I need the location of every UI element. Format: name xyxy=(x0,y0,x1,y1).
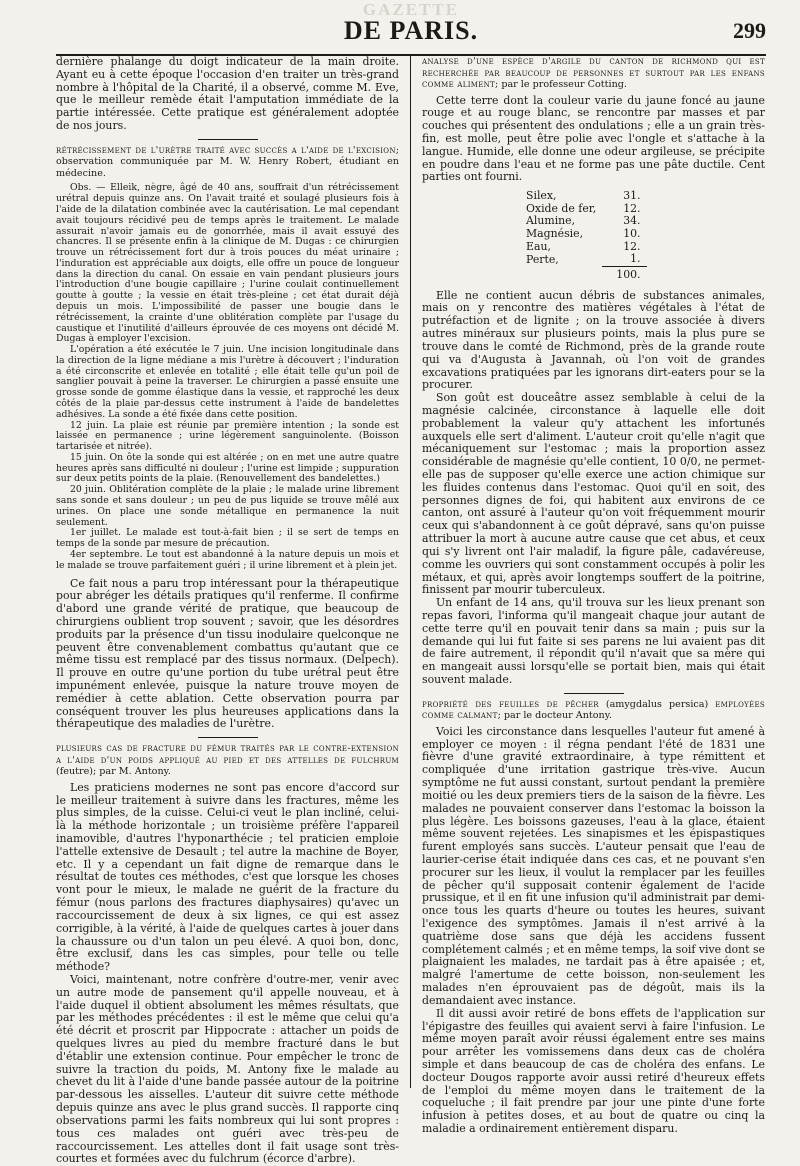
analysis-table xyxy=(526,190,647,281)
argile-paragraph-1: Cette terre dont la couleur varie du jaune foncé au jaune rouge et au rouge blanc, se rencontre par masses et par couches qui présentent des ondulations ; elle a un grain très-fin, est molle, peut être polie avec l'ongle et s'attache à la langue. Humide, elle donne une odeur argileuse, se précipite en poudre dans l'eau et ne forme pas une pâte ductile. Cent parties ont fourni. xyxy=(422,93,765,184)
uretre-day-15: 15 juin. On ôte la sonde qui est altérée ; on en met une autre quatre heures après sans difficulté ni douleur ; l'urine est limpide ; suppuration sur deux petits points de la plaie. (Renouvellement des bandelettes.) xyxy=(56,451,399,485)
femur-paragraph-1: Les praticiens modernes ne sont pas encore d'accord sur le meilleur traitement à suivre dans les fractures, même les plus simples, de la cuisse. Celui-ci veut le plan incliné, celui-là la méthode horizontale ; un troisième préfère l'appareil inamovible, d'autres l'hyponarthécie ; tel praticien emploie l'attelle extensive de Desault ; tel autre la machine de Boyer, etc. Il y a cependant un fait digne de remarque dans le résultat de toutes ces méthodes, c'est que lorsque les choses vont pour le mieux, le malade ne guérit de la fracture du fémur (nous parlons des fractures diaphysaires) qu'avec un raccourcissement de deux à six lignes, ce qui est assez corrigible, à la vérité, à l'aide de quelques cartes à jouer dans la chaussure ou d'un talon un peu élevé. A quoi bon, donc, être exclusif, dans les cas simples, pour telle ou telle méthode? xyxy=(56,780,399,974)
pecher-paragraph-1: Voici les circonstance dans lesquelles l'auteur fut amené à employer ce moyen : il régna pendant l'été de 1831 une fièvre d'une gravité extraordinaire, à type rémittent et compliquée d'une irritation gastrique très-vive. Aucun symptôme ne fut aussi constant, surtout pendant la première moitié ou les deux premiers tiers de la saison de la fièvre. Les malades ne pouvaient conserver dans l'estomac la boisson la plus légère. Les boissons gazeuses, l'eau à la glace, étaient même souvent rejetées. Les sinapismes et les épispastiques furent employés sans succès. L'auteur pensait que l'eau de laurier-cerise était indiquée dans ces cas, et ne pouvant s'en procurer sur les lieux, il voulut la remplacer par les feuilles de pêcher qu'il supposait contenir également de l'acide prussique, et il en fit une infusion qu'il administrait par demi-once tous les quarts d'heure ou toutes les heures, suivant l'exigence des symptômes. Jamais il n'est arrivé à la quatrième dose sans que déjà les accidens fussent complétement calmés ; et en même temps, la soif vive dont se plaignaient les malades, ne tardait pas à être apaisée ; et, malgré l'amertume de cette boisson, non-seulement les malades n'en éprouvaient pas de dégoût, mais ils la demandaient avec instance. xyxy=(422,724,765,1007)
analysis-label: Perte, xyxy=(526,252,559,266)
femur-heading-tail: (feutre); par M. Antony. xyxy=(56,766,171,778)
analysis-label: Magnésie, xyxy=(526,227,584,241)
analysis-total: 100. xyxy=(602,267,646,282)
femur-paragraph-2: Voici, maintenant, notre confrère d'outre-mer, venir avec un autre mode de pansement qu'il appelle nouveau, et à l'aide duquel il obtient absolument les mêmes résultats, que par les méthodes précédentes : il est le même que celui qu'a été décrit et proscrit par Hippocrate : attacher un poids de quelques livres au pied du membre fracturé dans le but d'établir une extension continue. Pour empêcher le tronc de suivre la traction du poids, M. Antony fixe le malade au chevet du lit à l'aide d'une bande passée autour de la poitrine par-dessous les aisselles. L'auteur dit suivre cette méthode depuis quinze ans avec le plus grand succès. Il rapporte cinq observations parmi les faits nombreux qui lui sont propres : tous ces malades ont guéri avec très-peu de raccourcissement. Les attelles dont il fait usage sont très-courtes et formées avec du fulchrum (écorce d'arbre). xyxy=(56,972,399,1166)
pecher-paragraph-2: Il dit aussi avoir retiré de bons effets de l'application sur l'épigastre des feuilles qui avaient servi à faire l'infusion. Le même moyen paraît avoir réussi également entre ses mains pour arrêter les vomissemens dans deux cas de choléra simple et dans beaucoup de cas de choléra des enfans. Le docteur Dougos rapporte avoir aussi retiré d'heureux effets de l'emploi du même moyen dans le traitement de la coqueluche ; il fait prendre par jour une pinte d'une forte infusion à petites doses, et au bout de quatre ou cinq la maladie a ordinairement entièrement disparu. xyxy=(422,1006,765,1136)
analysis-label: Eau, xyxy=(526,239,551,253)
analysis-value: 10. xyxy=(623,227,641,241)
right-column xyxy=(422,56,765,1136)
column-rule xyxy=(410,56,411,1088)
section-divider xyxy=(198,139,258,140)
uretre-commentary: Ce fait nous a paru trop intéressant pour la thérapeutique pour abréger les détails pratiques qu'il renferme. Il confirme d'abord une grande vérité de pratique, que beaucoup de chirurgiens oublient trop souvent ; savoir, que les désordres produits par la présence d'un tissu inodulaire quelconque ne peuvent être convenablement combattus qu'autant que ce même tissu est remplacé par des tissus normaux. (Delpech). Il prouve en outre qu'une portion du tube urétral peut être impunément enlevée, puisque la nature trouve moyen de remédier à cette ablation. Cette observation pourra par conséquent trouver les plus heureuses applications dans la thérapeutique des maladies de l'urètre. xyxy=(56,576,399,731)
uretre-heading-tail: ; observation communiquée par M. W. Henry Robert, étudiant en médecine. xyxy=(56,144,399,179)
femur-heading-caps: plusieurs cas de fracture du fémur traités par le contre-extension a l'aide d'un poids appliqué au pied et des attelles de fulchrum xyxy=(56,743,399,766)
analysis-value: 34. xyxy=(623,214,641,228)
femur-heading xyxy=(56,743,399,778)
uretre-observation: Obs. — Elleik, nègre, âgé de 40 ans, souffrait d'un rétrécissement urétral depuis quinze ans. On l'avait traité et soulagé plusieurs fois à l'aide de la dilatation combinée avec la cautérisation. Le mal cependant avait toujours récidivé peu de temps après le traitement. Le malade assurait n'avoir jamais eu de gonorrhée, mais il avait essuyé des chancres. Il se présente enfin à la clinique de M. Dugas : ce chirurgien trouve un rétrécissement fort dur à trois pouces du méat urinaire ; l'induration est appréciable aux doigts, elle offre un pouce de longueur dans la direction du canal. On essaie en vain pendant plusieurs jours l'introduction d'une bougie capillaire ; l'urine coulait continuellement goutte à goutte ; la vessie en était très-pleine ; cet état durait déjà depuis un mois. L'impossibilité de passer une bougie dans le rétrécissement, la crainte d'une oblitération complète par l'usage du caustique et l'inutilité d'ailleurs éprouvée de ces moyens ont décidé M. Dugas à employer l'excision. xyxy=(56,182,399,345)
analysis-value: 12. xyxy=(623,201,641,215)
section-divider xyxy=(564,693,624,694)
argile-paragraph-4: Un enfant de 14 ans, qu'il trouva sur les lieux prenant son repas favori, l'informa qu'il mangeait chaque jour autant de cette terre qu'il en pouvait tenir dans sa main ; puis sur la demande qui lui fut faite si ses parens ne lui avaient pas dit de faire autrement, il répondit qu'il n'avait que sa mère qui en mangeait aussi lorsqu'elle se portait bien, mais qui était souvent malade. xyxy=(422,596,765,687)
uretre-juillet: 1er juillet. Le malade est tout-à-fait bien ; il se sert de temps en temps de la sonde par mesure de précaution. xyxy=(56,527,399,550)
argile-paragraph-3: Son goût est douceâtre assez semblable à celui de la magnésie calcinée, circonstance à laquelle elle doit probablement la valeur qu'y attachent les infortunés auxquels elle sert d'aliment. L'auteur croit qu'elle n'agit que mécaniquement sur l'estomac ; mais la proportion assez considérable de magnésie qu'elle contient, 10 0/0, ne permet-elle pas de supposer qu'elle exerce une action chimique sur les fluides contenus dans l'estomac. Quoi qu'il en soit, des personnes dignes de foi, qui habitent aux environs de ce canton, ont assuré à l'auteur qu'on voit fréquemment mourir ceux qui s'abandonnent à ce goût dépravé, sans qu'on puisse attribuer la mort à aucune autre cause que cet abus, et ceux qui s'y livrent ont l'air maladif, la figure pâle, cadavéreuse, comme les ouvriers qui sont constamment occupés à polir les métaux, et qui, après avoir longtemps souffert de la poitrine, finissent par mourir tuberculeux. xyxy=(422,391,765,597)
uretre-operation: L'opération a été exécutée le 7 juin. Une incision longitudinale dans la direction de la ligne médiane a mis l'urètre à découvert ; l'induration a été circonscrite et enlevée en totalité ; elle était telle qu'un poil de sanglier pouvait à peine la traverser. Le chirurgien a passé ensuite une grosse sonde de gomme élastique dans la vessie, et rapproché les deux côtés de la plaie par-dessus cette instrument à l'aide de bandelettes adhésives. La sonde a été fixée dans cette position. xyxy=(56,344,399,420)
masthead xyxy=(56,0,766,56)
section-divider xyxy=(198,737,258,738)
pecher-heading-latin: (amygdalus persica) xyxy=(598,698,716,710)
uretre-day-12: 12 juin. La plaie est réunie par première intention ; la sonde est laissée en permanence ; urine légèrement sanguinolente. (Boisson tartarisée et nitrée). xyxy=(56,419,399,453)
analysis-value: 12. xyxy=(623,239,641,253)
argile-heading xyxy=(422,56,765,91)
argile-paragraph-2: Elle ne contient aucun débris de substances animales, mais on y rencontre des matières végétales à l'état de putréfaction et de lignite ; on la trouve associée à divers autres minéraux sur plusieurs points, mais la plus pure se trouve dans le comté de Richmond, près de la grande route qui va d'Augusta à Javannah, où l'on voit de grandes excavations pratiquées par les ignorans dirt-eaters pour se la procurer. xyxy=(422,288,765,392)
uretre-septembre: 4er septembre. Le tout est abandonné à la nature depuis un mois et le malade se trouve parfaitement guéri ; il urine librement et à plein jet. xyxy=(56,548,399,571)
pecher-heading-caps-2: employées comme calmant xyxy=(422,698,765,722)
pecher-heading xyxy=(422,699,765,722)
page-number: 299 xyxy=(733,18,766,43)
analysis-value: 1. xyxy=(630,252,641,266)
analysis-row xyxy=(526,253,647,266)
page-title: DE PARIS. xyxy=(343,16,479,45)
analysis-row xyxy=(526,190,647,203)
analysis-row xyxy=(526,241,647,254)
uretre-day-20: 20 juin. Oblitération complète de la plaie ; le malade urine librement sans sonde et sans douleur ; un peu de pus liquide se trouve mêlé aux urines. On place une sonde métallique en permanence la nuit seulement. xyxy=(56,484,399,528)
left-column xyxy=(56,55,399,1166)
analysis-label: Silex, xyxy=(526,189,557,203)
analysis-value: 31. xyxy=(623,189,641,203)
columns xyxy=(56,55,766,1166)
pecher-heading-caps: propriété des feuilles de pêcher xyxy=(422,698,599,710)
intro-paragraph: dernière phalange du doigt indicateur de la main droite. Ayant eu à cette époque l'occasion d'en traiter un très-grand nombre à l'hôpital de la Charité, il a observé, comme M. Eve, que le meilleur remède était l'amputation immédiate de la partie intéressée. Cette pratique est généralement adoptée de nos jours. xyxy=(56,55,399,133)
analysis-label: Oxide de fer, xyxy=(526,201,597,215)
argile-heading-tail: ; par le professeur Cotting. xyxy=(495,79,627,90)
argile-heading-caps: analyse d'une espèce d'argile du canton de richmond qui est recherchée par beaucoup de personnes et surtout par les enfans comme aliment xyxy=(422,56,765,90)
uretre-heading-caps: rétrécissement de l'urètre traité avec succès a l'aide de l'excision xyxy=(56,144,396,156)
analysis-label: Alumine, xyxy=(526,214,576,228)
analysis-total-row xyxy=(526,267,647,282)
analysis-row xyxy=(526,228,647,241)
bleed-through-text: GAZETTE xyxy=(362,0,460,19)
uretre-heading xyxy=(56,145,399,180)
pecher-heading-tail: ; par le docteur Antony. xyxy=(497,710,612,722)
